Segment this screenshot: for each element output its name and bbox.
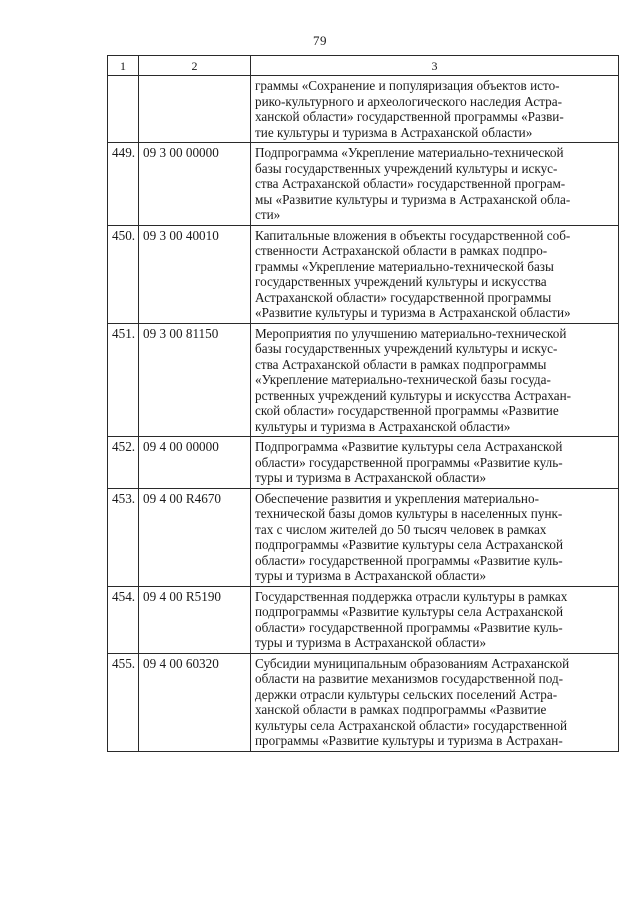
row-code — [139, 76, 251, 143]
row-description: Капитальные вложения в объекты государственной соб- ственности Астраханской области в рамках подпро- граммы «Укрепление материально-технической базы государственных учреждений культуры и искусства Астраханской области» государственной программы «Развитие культуры и туризма в Астраханской области» — [255, 227, 571, 320]
table-row — [108, 437, 619, 489]
table-row — [108, 653, 619, 751]
row-number: 455. — [108, 653, 139, 751]
column-header-1: 1 — [108, 56, 139, 76]
row-code: 09 3 00 81150 — [139, 323, 251, 437]
row-description: Субсидии муниципальным образованиям Астраханской области на развитие механизмов государственной под- держки отрасли культуры сельских поселений Астра- ханской области в рамках подпрограммы «Развитие культуры села Астраханской области» государственной программы «Развитие культуры и туризма в Астрахан- — [255, 655, 570, 748]
row-description: Обеспечение развития и укрепления материально- технической базы домов культуры в населенных пунк- тах с числом жителей до 50 тысяч человек в рамках подпрограммы «Развитие культуры села Астраханской области» государственной программы «Развитие куль- туры и туризма в Астраханской области» — [255, 490, 564, 583]
row-description-cell — [251, 76, 619, 143]
row-description: Подпрограмма «Укрепление материально-технической базы государственных учреждений культуры и искус- ства Астраханской области» государственной програм- мы «Развитие культуры и туризма в Астраханской обла- сти» — [255, 145, 571, 222]
row-description-cell — [251, 225, 619, 323]
table-row — [108, 225, 619, 323]
row-description-cell — [251, 653, 619, 751]
table-row — [108, 323, 619, 437]
row-description-cell — [251, 586, 619, 653]
page-number: 79 — [313, 33, 327, 48]
table-row — [108, 76, 619, 143]
row-description: Государственная поддержка отрасли культуры в рамках подпрограммы «Развитие культуры села Астраханской области» государственной программы «Развитие куль- туры и туризма в Астраханской области» — [255, 588, 568, 650]
row-code: 09 4 00 R5190 — [139, 586, 251, 653]
row-description: граммы «Сохранение и популяризация объектов исто- рико-культурного и археологического наследия Астра- ханской области» государственной программы «Разви- тие культуры и туризма в Астраханской области» — [255, 78, 564, 140]
row-number: 449. — [108, 143, 139, 226]
table-header-row — [108, 56, 619, 76]
row-code: 09 4 00 R4670 — [139, 488, 251, 586]
row-description: Мероприятия по улучшению материально-технической базы государственных учреждений культуры и искус- ства Астраханской области в рамках подпрограммы «Укрепление материально-технической базы госуда- рственных учреждений культуры и искусства Астрахан- ской области» государственной программы «Развитие культуры и туризма в Астраханской области» — [255, 325, 572, 434]
row-code: 09 4 00 60320 — [139, 653, 251, 751]
row-description-cell — [251, 143, 619, 226]
row-number: 450. — [108, 225, 139, 323]
row-code: 09 4 00 00000 — [139, 437, 251, 489]
column-header-2: 2 — [139, 56, 251, 76]
row-number: 454. — [108, 586, 139, 653]
budget-classification-table — [107, 55, 619, 752]
row-number: 451. — [108, 323, 139, 437]
row-number: 452. — [108, 437, 139, 489]
table-row — [108, 488, 619, 586]
row-description-cell — [251, 437, 619, 489]
table-row — [108, 143, 619, 226]
column-header-3: 3 — [251, 56, 619, 76]
row-number: 453. — [108, 488, 139, 586]
row-description-cell — [251, 488, 619, 586]
row-code: 09 3 00 40010 — [139, 225, 251, 323]
row-code: 09 3 00 00000 — [139, 143, 251, 226]
row-description: Подпрограмма «Развитие культуры села Астраханской области» государственной программы «Развитие куль- туры и туризма в Астраханской области» — [255, 439, 563, 485]
row-number — [108, 76, 139, 143]
table-row — [108, 586, 619, 653]
row-description-cell — [251, 323, 619, 437]
